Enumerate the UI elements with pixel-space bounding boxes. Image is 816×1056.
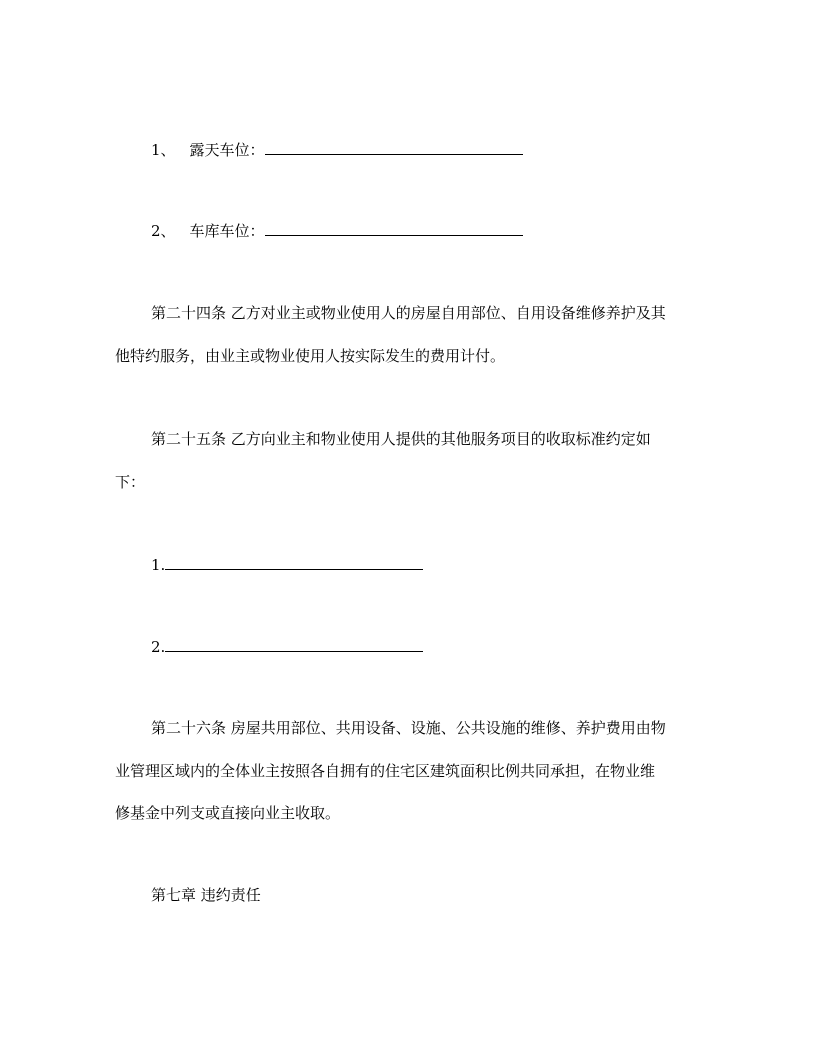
parking-item-garage — [151, 221, 523, 241]
article-26-line-2: 业管理区域内的全体业主按照各自拥有的住宅区建筑面积比例共同承担，在物业维 — [115, 762, 656, 780]
service-item-2 — [151, 637, 423, 657]
item-number: 1、 — [151, 141, 176, 159]
article-26-line-1: 第二十六条 房屋共用部位、共用设备、设施、公共设施的维修、养护费用由物 — [151, 719, 666, 737]
item-number: 1. — [151, 556, 166, 574]
fill-in-blank — [265, 221, 523, 236]
item-number: 2. — [151, 638, 166, 656]
parking-item-open-air — [151, 140, 523, 160]
article-24-line-1: 第二十四条 乙方对业主或物业使用人的房屋自用部位、自用设备维修养护及其 — [151, 304, 666, 322]
fill-in-blank — [265, 140, 523, 155]
fill-in-blank — [165, 555, 423, 570]
chapter-7-heading: 第七章 违约责任 — [151, 886, 261, 904]
item-number: 2、 — [151, 222, 176, 240]
article-26-line-3: 修基金中列支或直接向业主收取。 — [115, 804, 341, 822]
article-24-line-2: 他特约服务，由业主或物业使用人按实际发生的费用计付。 — [115, 347, 506, 365]
service-item-1 — [151, 555, 423, 575]
article-25-line-1: 第二十五条 乙方向业主和物业使用人提供的其他服务项目的收取标准约定如 — [151, 430, 651, 448]
item-label: 车库车位： — [189, 222, 265, 240]
article-25-line-2: 下： — [115, 473, 146, 491]
item-label: 露天车位： — [189, 141, 265, 159]
fill-in-blank — [165, 637, 423, 652]
